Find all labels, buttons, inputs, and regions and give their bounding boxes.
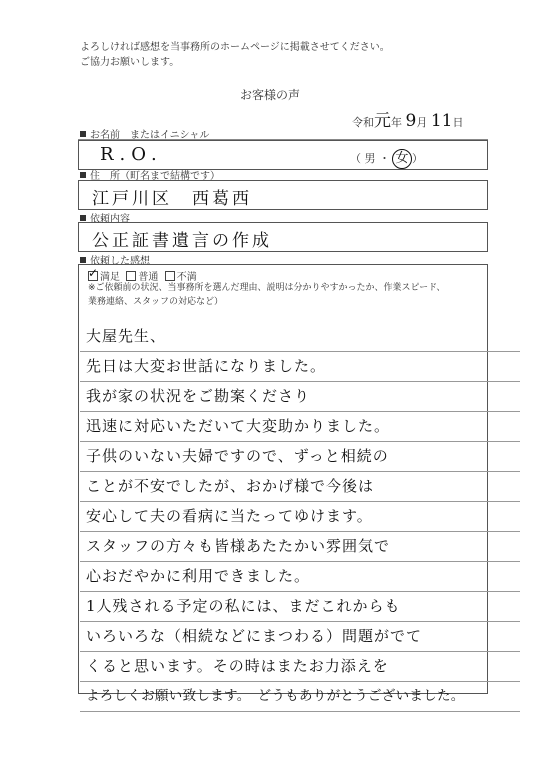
date-era: 令和 (352, 116, 374, 129)
bullet-icon (80, 172, 86, 178)
note-line-1: ※ご依頼前の状況、当事務所を選んだ理由、説明は分かりやすかったか、作業スピード、 (88, 283, 446, 293)
checkbox-neutral (126, 271, 136, 281)
letter-line: 心おだやかに利用できました。 (80, 562, 520, 592)
letter-line: 先日は大変お世話になりました。 (80, 352, 520, 382)
letter-line: スタッフの方々も皆様あたたかい雰囲気で (80, 532, 520, 562)
intro-text (80, 40, 390, 70)
date-month-unit: 月 (416, 116, 428, 129)
bullet-icon (80, 257, 86, 263)
letter-line: くると思います。その時はまたお力添えを (80, 652, 520, 682)
page-title: お客様の声 (239, 88, 300, 102)
letter-line: 安心して夫の看病に当たってゆけます。 (80, 502, 520, 532)
date-field (352, 106, 463, 131)
intro-line-2: ご協力お願いします。 (80, 57, 180, 68)
gender-open: （ 男 ・ (350, 152, 390, 165)
gender-field (350, 149, 423, 169)
bullet-icon (80, 215, 86, 221)
address-label: 住 所（町名まで結構です） (80, 167, 220, 182)
checkbox-satisfied (88, 271, 98, 281)
letter-line: ことが不安でしたが、おかげ様で今後は (80, 472, 520, 502)
letter-line: 大屋先生、 (80, 322, 520, 352)
checkbox-dissatisfied (165, 271, 175, 281)
date-year: 元 (374, 111, 391, 131)
date-day: 11 (430, 111, 453, 131)
date-day-unit: 日 (452, 116, 464, 129)
intro-line-1: よろしければ感想を当事務所のホームページに掲載させてください。 (80, 42, 390, 53)
address-value: 江戸川区 西葛西 (92, 189, 252, 209)
letter-line: 子供のいない夫婦ですので、ずっと相続の (80, 442, 520, 472)
request-label: 依頼内容 (80, 210, 130, 225)
date-month: 9 (405, 111, 417, 131)
gender-close: ） (412, 152, 423, 165)
letter-line: 迅速に対応いただいて大変助かりました。 (80, 412, 520, 442)
feedback-note (88, 281, 508, 309)
request-value: 公正証書遺言の作成 (92, 231, 272, 251)
name-label: お名前 またはイニシャル (80, 126, 209, 141)
feedback-label: 依頼した感想 (80, 252, 150, 267)
note-line-2: 業務連絡、スタッフの対応など） (88, 297, 224, 307)
letter-line: 我が家の状況をご勘案くださり (80, 382, 520, 412)
letter-line: よろしくお願い致します。 どうもありがとうございました。 (80, 682, 520, 712)
date-year-unit: 年 (391, 116, 402, 129)
bullet-icon (80, 131, 86, 137)
letter-line: いろいろな（相続などにまつわる）問題がでて (80, 622, 520, 652)
name-value: R.O. (100, 144, 163, 165)
option-neutral-label: 普通 (138, 272, 159, 283)
option-dissatisfied-label: 不満 (176, 272, 197, 283)
option-satisfied-label: 満足 (100, 272, 120, 283)
handwritten-letter (80, 322, 520, 712)
gender-selected-circle: 女 (392, 149, 412, 169)
letter-line: 1人残される予定の私には、まだこれからも (80, 592, 520, 622)
